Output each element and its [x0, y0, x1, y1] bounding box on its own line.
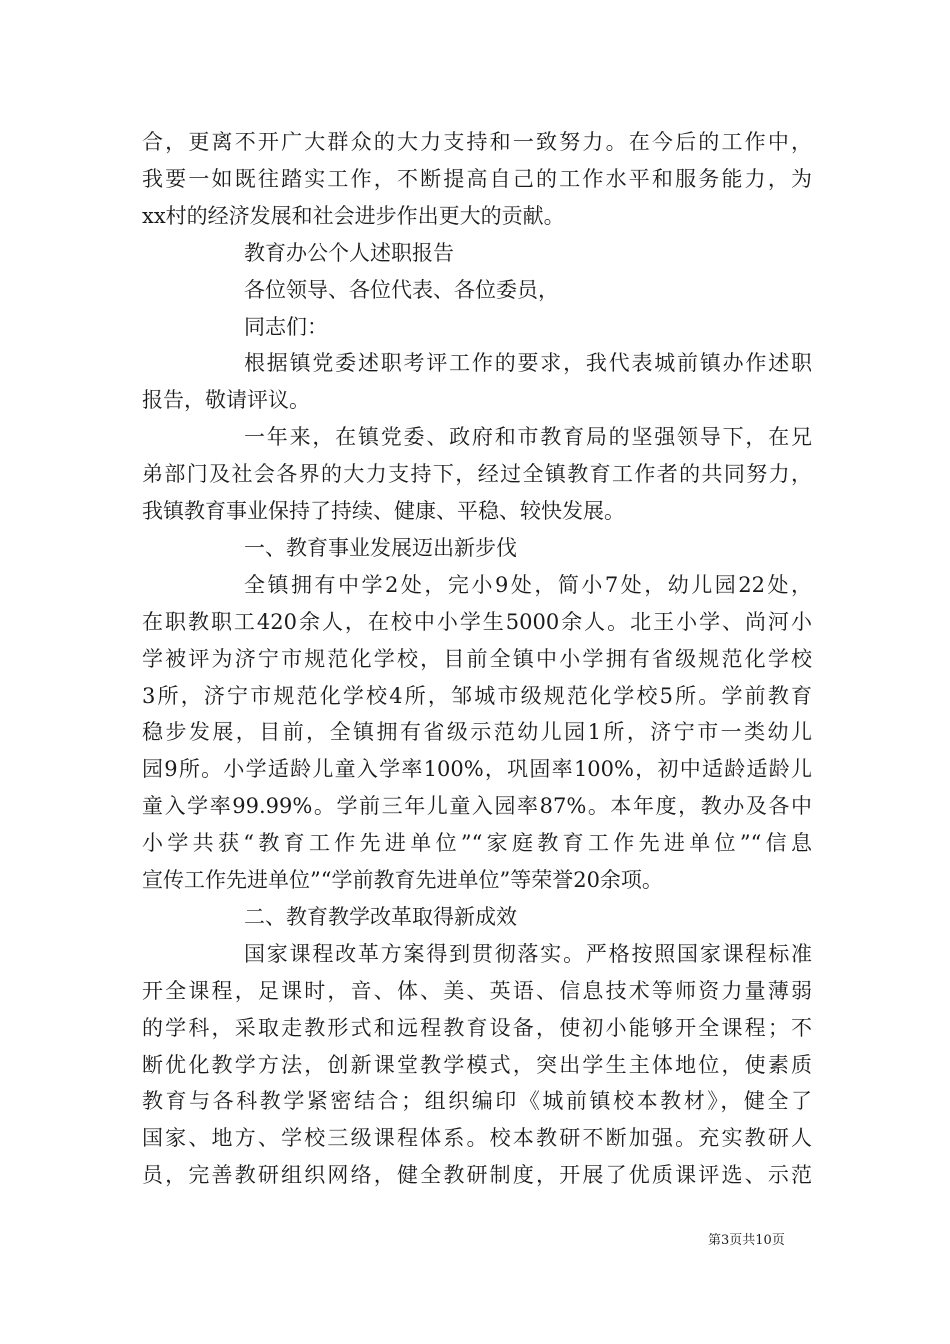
text-line: 二、教育教学改革取得新成效	[244, 904, 517, 929]
text-line: 小学共获“教育工作先进单位”“家庭教育工作先进单位”“信息	[142, 831, 812, 856]
text-line: 一、教育事业发展迈出新步伐	[244, 535, 517, 560]
text-line: 在职教职工420余人，在校中小学生5000余人。北王小学、尚河小	[142, 609, 812, 634]
text-line: 弟部门及社会各界的大力支持下，经过全镇教育工作者的共同努力，	[142, 462, 812, 487]
text-line: 学被评为济宁市规范化学校，目前全镇中小学拥有省级规范化学校	[142, 646, 812, 671]
page-number-footer: 第3页共10页	[708, 1233, 785, 1248]
text-line: 的学科，采取走教形式和远程教育设备，使初小能够开全课程；不	[142, 1015, 812, 1040]
text-line: 开全课程，足课时，音、体、美、英语、信息技术等师资力量薄弱	[142, 978, 812, 1003]
text-line: 国家课程改革方案得到贯彻落实。严格按照国家课程标准	[244, 941, 812, 966]
text-line: 稳步发展，目前，全镇拥有省级示范幼儿园1所，济宁市一类幼儿	[142, 720, 812, 745]
text-line: 断优化教学方法，创新课堂教学模式，突出学生主体地位，使素质	[142, 1052, 812, 1077]
text-line: 报告，敬请评议。	[142, 388, 310, 413]
text-line: xx村的经济发展和社会进步作出更大的贡献。	[142, 203, 565, 228]
text-line: 园9所。小学适龄儿童入学率100%，巩固率100%，初中适龄适龄儿	[142, 757, 812, 782]
text-line: 国家、地方、学校三级课程体系。校本教研不断加强。充实教研人	[142, 1126, 812, 1151]
text-line: 各位领导、各位代表、各位委员，	[244, 277, 559, 302]
text-line: 同志们：	[244, 314, 328, 339]
text-line: 我镇教育事业保持了持续、健康、平稳、较快发展。	[142, 499, 625, 523]
text-line: 员，完善教研组织网络，健全教研制度，开展了优质课评选、示范	[142, 1163, 812, 1188]
text-line: 我要一如既往踏实工作，不断提高自己的工作水平和服务能力，为	[142, 166, 812, 191]
text-line: 宣传工作先进单位”“学前教育先进单位”等荣誉20余项。	[142, 868, 663, 892]
text-line: 3所，济宁市规范化学校4所，邹城市级规范化学校5所。学前教育	[142, 683, 812, 708]
text-line: 全镇拥有中学2处，完小9处，简小7处，幼儿园22处，	[244, 572, 812, 597]
text-line: 一年来，在镇党委、政府和市教育局的坚强领导下，在兄	[244, 425, 812, 450]
text-line: 童入学率99.99%。学前三年儿童入园率87%。本年度，教办及各中	[142, 794, 812, 819]
text-line: 根据镇党委述职考评工作的要求，我代表城前镇办作述职	[244, 351, 812, 376]
text-line: 教育与各科教学紧密结合；组织编印《城前镇校本教材》，健全了	[142, 1089, 812, 1114]
text-line: 合，更离不开广大群众的大力支持和一致努力。在今后的工作中，	[142, 130, 812, 154]
text-line: 教育办公个人述职报告	[244, 240, 454, 265]
